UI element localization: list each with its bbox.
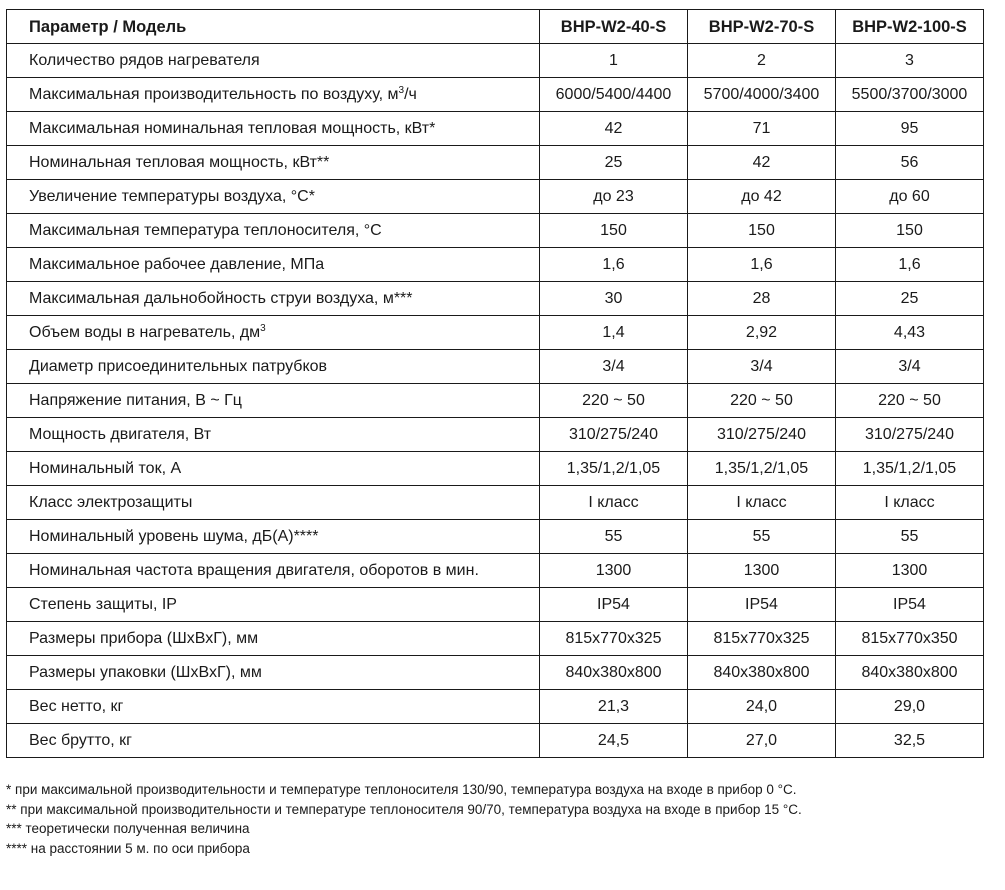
row-value: 1,6 [688, 248, 836, 282]
row-value: 29,0 [836, 690, 984, 724]
table-row [7, 44, 984, 78]
row-value: 220 ~ 50 [836, 384, 984, 418]
table-row [7, 656, 984, 690]
row-parameter-superscript: 3 [260, 322, 266, 334]
row-value: до 23 [540, 180, 688, 214]
row-parameter-label: Номинальный ток, А [29, 459, 182, 477]
row-value: 3/4 [836, 350, 984, 384]
row-value: 220 ~ 50 [540, 384, 688, 418]
table-row [7, 146, 984, 180]
row-value: 42 [688, 146, 836, 180]
row-value: 1300 [688, 554, 836, 588]
row-value: до 60 [836, 180, 984, 214]
row-parameter-label: Номинальная частота вращения двигателя, оборотов в мин. [29, 561, 479, 579]
row-parameter [7, 214, 540, 248]
header-model-100: BHP-W2-100-S [836, 10, 984, 44]
row-parameter [7, 146, 540, 180]
row-value: 150 [836, 214, 984, 248]
table-row [7, 622, 984, 656]
row-parameter-label: Увеличение температуры воздуха, °С* [29, 187, 315, 205]
table-row [7, 520, 984, 554]
table-row [7, 418, 984, 452]
row-value: 55 [836, 520, 984, 554]
row-parameter [7, 248, 540, 282]
row-parameter-label: Мощность двигателя, Вт [29, 425, 212, 443]
row-value: 1,35/1,2/1,05 [540, 452, 688, 486]
table-row [7, 214, 984, 248]
row-parameter-label: Максимальная номинальная тепловая мощность, кВт* [29, 119, 436, 137]
row-parameter [7, 656, 540, 690]
row-parameter [7, 78, 540, 112]
row-value: 25 [836, 282, 984, 316]
row-parameter-suffix: /ч [404, 85, 417, 103]
header-model-40: BHP-W2-40-S [540, 10, 688, 44]
row-parameter-superscript: 3 [398, 84, 405, 96]
row-parameter [7, 452, 540, 486]
row-value: 1300 [540, 554, 688, 588]
row-value: 1,6 [836, 248, 984, 282]
row-value: 2 [688, 44, 836, 78]
row-value: 4,43 [836, 316, 984, 350]
row-value: I класс [688, 486, 836, 520]
row-value: 815x770x325 [688, 622, 836, 656]
row-parameter-label: Количество рядов нагревателя [29, 51, 260, 69]
row-value: 150 [540, 214, 688, 248]
row-parameter [7, 588, 540, 622]
row-parameter [7, 316, 540, 350]
table-row [7, 112, 984, 146]
row-value: 24,0 [688, 690, 836, 724]
spec-table-body [7, 44, 984, 758]
row-value: 1,35/1,2/1,05 [836, 452, 984, 486]
row-value: 310/275/240 [540, 418, 688, 452]
row-value: 3/4 [540, 350, 688, 384]
row-parameter-label: Номинальный уровень шума, дБ(А)**** [29, 527, 319, 545]
table-row [7, 248, 984, 282]
row-value: 1,4 [540, 316, 688, 350]
row-value: 42 [540, 112, 688, 146]
row-value: 56 [836, 146, 984, 180]
row-value: IP54 [540, 588, 688, 622]
table-row [7, 486, 984, 520]
table-row [7, 316, 984, 350]
row-parameter-label: Размеры прибора (ШхВхГ), мм [29, 629, 259, 647]
row-value: IP54 [688, 588, 836, 622]
table-row [7, 690, 984, 724]
footnotes [6, 780, 802, 858]
row-parameter-label: Номинальная тепловая мощность, кВт** [29, 153, 330, 171]
row-value: 310/275/240 [688, 418, 836, 452]
row-value: 21,3 [540, 690, 688, 724]
table-row [7, 452, 984, 486]
row-value: 5700/4000/3400 [688, 78, 836, 112]
row-parameter-label: Напряжение питания, В ~ Гц [29, 391, 242, 409]
row-value: 3/4 [688, 350, 836, 384]
table-row [7, 724, 984, 758]
row-parameter-label: Максимальная производительность по воздуху, м [29, 85, 399, 103]
row-parameter [7, 112, 540, 146]
row-value: 30 [540, 282, 688, 316]
row-value: 95 [836, 112, 984, 146]
row-value: 1300 [836, 554, 984, 588]
table-row [7, 350, 984, 384]
row-parameter [7, 554, 540, 588]
table-row [7, 282, 984, 316]
row-value: 840x380x800 [540, 656, 688, 690]
table-row [7, 180, 984, 214]
row-parameter [7, 690, 540, 724]
row-parameter [7, 384, 540, 418]
row-parameter [7, 520, 540, 554]
row-parameter-label: Степень защиты, IP [29, 595, 177, 613]
row-parameter-label: Максимальное рабочее давление, МПа [29, 255, 325, 273]
table-row [7, 554, 984, 588]
row-parameter [7, 282, 540, 316]
table-row [7, 78, 984, 112]
row-value: 28 [688, 282, 836, 316]
row-parameter [7, 44, 540, 78]
row-parameter-label: Вес брутто, кг [29, 731, 132, 749]
header-model-70: BHP-W2-70-S [688, 10, 836, 44]
row-parameter-label: Максимальная дальнобойность струи воздуха, м*** [29, 289, 413, 307]
row-value: 55 [540, 520, 688, 554]
footnote: *** теоретически полученная величина [6, 821, 250, 836]
row-value: 25 [540, 146, 688, 180]
table-row [7, 588, 984, 622]
row-parameter-label: Вес нетто, кг [29, 697, 124, 715]
row-parameter-label: Максимальная температура теплоносителя, °С [29, 221, 382, 239]
row-value: 840x380x800 [688, 656, 836, 690]
row-value: 220 ~ 50 [688, 384, 836, 418]
row-parameter-label: Размеры упаковки (ШхВхГ), мм [29, 663, 262, 681]
row-value: 815x770x350 [836, 622, 984, 656]
row-parameter [7, 486, 540, 520]
row-value: 3 [836, 44, 984, 78]
row-value: 6000/5400/4400 [540, 78, 688, 112]
row-value: I класс [836, 486, 984, 520]
row-value: 55 [688, 520, 836, 554]
row-parameter [7, 724, 540, 758]
footnote: **** на расстоянии 5 м. по оси прибора [6, 840, 250, 856]
row-value: 5500/3700/3000 [836, 78, 984, 112]
row-parameter-label: Объем воды в нагреватель, дм [29, 323, 261, 341]
row-parameter [7, 622, 540, 656]
row-parameter [7, 350, 540, 384]
footnote: ** при максимальной производительности и температуре теплоносителя 90/70, температура воздуха на входе в прибор 15 °С. [6, 801, 802, 817]
row-value: 840x380x800 [836, 656, 984, 690]
header-parameter-model: Параметр / Модель [7, 10, 540, 44]
table-header-row [7, 10, 984, 44]
row-value: 815x770x325 [540, 622, 688, 656]
row-value: 150 [688, 214, 836, 248]
row-value: 2,92 [688, 316, 836, 350]
row-parameter-label: Диаметр присоединительных патрубков [29, 357, 328, 375]
row-value: 32,5 [836, 724, 984, 758]
row-value: 27,0 [688, 724, 836, 758]
row-parameter-label: Класс электрозащиты [29, 493, 193, 511]
row-value: 71 [688, 112, 836, 146]
row-value: 1,6 [540, 248, 688, 282]
row-value: I класс [540, 486, 688, 520]
row-parameter [7, 180, 540, 214]
footnote: * при максимальной производительности и температуре теплоносителя 130/90, температура воздуха на входе в прибор 0 °С. [6, 782, 797, 797]
spec-table [6, 9, 984, 758]
table-row [7, 384, 984, 418]
row-value: IP54 [836, 588, 984, 622]
row-parameter [7, 418, 540, 452]
row-value: 1,35/1,2/1,05 [688, 452, 836, 486]
row-value: 310/275/240 [836, 418, 984, 452]
row-value: 24,5 [540, 724, 688, 758]
row-value: 1 [540, 44, 688, 78]
row-value: до 42 [688, 180, 836, 214]
